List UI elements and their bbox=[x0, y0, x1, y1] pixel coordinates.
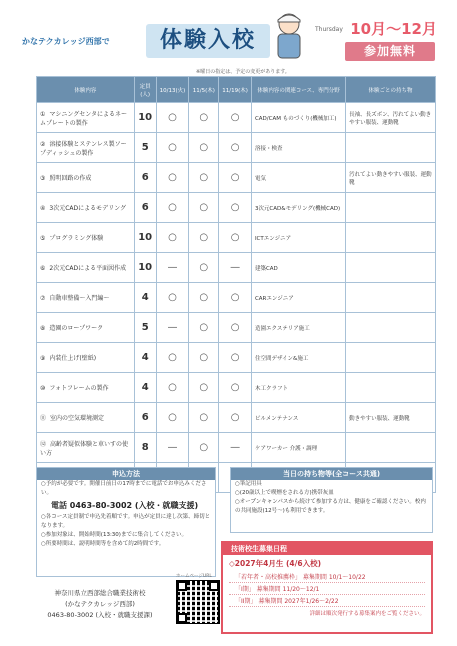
table-row bbox=[37, 193, 436, 223]
program-name: 溶接体験とステンレス製ソープディッシュの製作 bbox=[40, 140, 127, 157]
apply-line: ○予約が必要です。開催日前日の17時までに電話でお申込みください。 bbox=[41, 481, 207, 496]
availability-mark: ○ bbox=[219, 343, 252, 373]
program-cell bbox=[37, 433, 135, 463]
bring-line: ○(20歳以上で喫煙をされる方)携帯灰皿 bbox=[235, 490, 334, 496]
apply-title: 申込方法 bbox=[37, 468, 215, 480]
capacity-cell: 8 bbox=[134, 433, 156, 463]
address bbox=[30, 588, 170, 621]
capacity-cell: 10 bbox=[134, 223, 156, 253]
availability-mark: ○ bbox=[189, 433, 219, 463]
col-date1: 10/13(火) bbox=[156, 77, 189, 103]
recruit-row: 「II期」 募集期間 2027年1/26〜2/22 bbox=[229, 595, 425, 607]
apply-line: ○各コース定員制で申込先着順です。申込が定員に達し次第、締切となります。 bbox=[41, 514, 211, 529]
items-cell bbox=[346, 283, 436, 313]
table-row bbox=[37, 343, 436, 373]
availability-mark: ○ bbox=[156, 193, 189, 223]
col-program: 体験内容 bbox=[37, 77, 135, 103]
program-cell bbox=[37, 193, 135, 223]
field-cell: ケアワーカー 介護・調理 bbox=[251, 433, 345, 463]
field-cell: 建築CAD bbox=[251, 253, 345, 283]
row-number: ③ bbox=[40, 175, 46, 182]
program-cell bbox=[37, 163, 135, 193]
recruit-row: 「若年者・高校推薦枠」 募集期間 10/1〜10/22 bbox=[229, 571, 425, 583]
availability-mark: ○ bbox=[219, 163, 252, 193]
phone-number: 電話 0463-80-3002 (入校・就職支援) bbox=[51, 501, 199, 510]
items-cell: 長袖、長ズボン、汚れてよい動きやすい服装、運動靴 bbox=[346, 103, 436, 133]
row-number: ① bbox=[40, 110, 46, 118]
program-cell bbox=[37, 343, 135, 373]
items-cell bbox=[346, 433, 436, 463]
program-cell bbox=[37, 133, 135, 163]
apply-line: ○所要時間は、説明時間等を含めて約2時間です。 bbox=[41, 541, 165, 547]
capacity-cell: 6 bbox=[134, 403, 156, 433]
table-row bbox=[37, 163, 436, 193]
capacity-cell: 6 bbox=[134, 193, 156, 223]
table-row bbox=[37, 433, 436, 463]
capacity-cell: 5 bbox=[134, 313, 156, 343]
bring-line: ○オープンキャンパスから続けて参加する方は、健康をご確認ください。校内の共同施設(12号〜)も利用できます。 bbox=[235, 499, 426, 514]
availability-mark: — bbox=[156, 433, 189, 463]
capacity-cell: 4 bbox=[134, 283, 156, 313]
items-cell: 汚れてよい動きやすい服装、運動靴 bbox=[346, 163, 436, 193]
recruit-foot: 詳細は順次発行する募集案内をご覧ください。 bbox=[309, 611, 425, 617]
availability-mark: ○ bbox=[156, 103, 189, 133]
header bbox=[0, 0, 457, 66]
availability-mark: ○ bbox=[156, 283, 189, 313]
page-title: 体験入校 bbox=[146, 24, 270, 58]
availability-mark: ○ bbox=[189, 283, 219, 313]
availability-mark: — bbox=[156, 253, 189, 283]
items-cell: 動きやすい服装、運動靴 bbox=[346, 403, 436, 433]
row-number: ④ bbox=[40, 205, 46, 212]
address-line: 神奈川県立西部総合職業技術校 bbox=[54, 589, 146, 597]
hp-label: ホームページURL bbox=[176, 574, 212, 579]
table-row bbox=[37, 403, 436, 433]
col-field: 体験内容の関連コース、専門分野 bbox=[251, 77, 345, 103]
capacity-cell: 4 bbox=[134, 343, 156, 373]
capacity-cell: 5 bbox=[134, 133, 156, 163]
address-line: (かなテクカレッジ西部) bbox=[65, 600, 135, 608]
availability-mark: — bbox=[219, 253, 252, 283]
table-row bbox=[37, 313, 436, 343]
availability-mark: ○ bbox=[219, 373, 252, 403]
qr-corner bbox=[177, 613, 187, 623]
program-cell bbox=[37, 103, 135, 133]
availability-mark: ○ bbox=[189, 313, 219, 343]
availability-mark: — bbox=[156, 313, 189, 343]
availability-mark: ○ bbox=[156, 163, 189, 193]
field-cell: 溶接・検査 bbox=[251, 133, 345, 163]
col-date2: 11/5(木) bbox=[189, 77, 219, 103]
qr-corner bbox=[209, 581, 219, 591]
bring-title: 当日の持ち物等(全コース共通) bbox=[231, 468, 432, 480]
availability-mark: ○ bbox=[189, 253, 219, 283]
field-cell: CAD/CAM ものづくり(機械加工) bbox=[251, 103, 345, 133]
availability-mark: ○ bbox=[219, 193, 252, 223]
availability-mark: ○ bbox=[156, 403, 189, 433]
program-cell bbox=[37, 373, 135, 403]
availability-mark: ○ bbox=[156, 223, 189, 253]
row-number: ⑧ bbox=[40, 325, 46, 332]
availability-mark: ○ bbox=[189, 403, 219, 433]
row-number: ⑥ bbox=[40, 265, 46, 272]
program-cell bbox=[37, 253, 135, 283]
items-cell bbox=[346, 313, 436, 343]
program-table bbox=[36, 76, 436, 493]
table-row bbox=[37, 283, 436, 313]
table-row bbox=[37, 373, 436, 403]
availability-mark: ○ bbox=[156, 133, 189, 163]
program-name: 自動車整備〜入門編〜 bbox=[49, 295, 110, 302]
program-name: 内装仕上げ(壁紙) bbox=[49, 355, 97, 362]
items-cell bbox=[346, 253, 436, 283]
program-name: 高齢者疑似体験と車いすの使い方 bbox=[40, 440, 129, 457]
field-cell: ICTエンジニア bbox=[251, 223, 345, 253]
qr-corner bbox=[177, 581, 187, 591]
table-row bbox=[37, 253, 436, 283]
availability-mark: — bbox=[219, 433, 252, 463]
program-cell bbox=[37, 403, 135, 433]
row-number: ⑨ bbox=[40, 355, 46, 362]
availability-mark: ○ bbox=[189, 133, 219, 163]
dates-range: 10月〜12月 bbox=[350, 20, 437, 38]
note-text: ※曜日の指定は、予定の変更があります。 bbox=[196, 69, 290, 75]
capacity-cell: 4 bbox=[134, 373, 156, 403]
row-number: ⑤ bbox=[40, 235, 46, 242]
items-cell bbox=[346, 193, 436, 223]
recruit-headline: ◇2027年4月生 (4/6入校) bbox=[229, 559, 322, 568]
table-header bbox=[37, 77, 436, 103]
date-prefix: Thursday bbox=[315, 26, 343, 33]
program-name: マシニングセンタによるネームプレートの製作 bbox=[40, 110, 128, 127]
school-name: かなテクカレッジ西部で bbox=[22, 37, 110, 46]
row-number: ⑩ bbox=[40, 385, 46, 392]
availability-mark: ○ bbox=[219, 223, 252, 253]
field-cell: 木工クラフト bbox=[251, 373, 345, 403]
availability-mark: ○ bbox=[219, 133, 252, 163]
availability-mark: ○ bbox=[219, 103, 252, 133]
program-cell bbox=[37, 283, 135, 313]
program-name: 2次元CADによる平面図作成 bbox=[49, 265, 127, 272]
recruit-title: 技術校生募集日程 bbox=[223, 543, 431, 555]
program-cell bbox=[37, 223, 135, 253]
bring-line: ○筆記用具 bbox=[235, 481, 262, 487]
program-name: 室内の空気環境測定 bbox=[50, 415, 105, 422]
mascot-icon bbox=[272, 10, 306, 62]
program-name: 照明回路の作成 bbox=[49, 175, 92, 182]
row-number: ⑦ bbox=[40, 295, 46, 302]
col-capacity: 定員(人) bbox=[134, 77, 156, 103]
items-cell bbox=[346, 373, 436, 403]
availability-mark: ○ bbox=[219, 283, 252, 313]
row-number: ② bbox=[40, 140, 46, 148]
apply-box bbox=[36, 467, 216, 577]
recruit-box bbox=[221, 541, 433, 634]
apply-line: ○参加対象は、開始時間(13:30)までに集合してください。 bbox=[41, 532, 187, 538]
capacity-cell: 10 bbox=[134, 253, 156, 283]
availability-mark: ○ bbox=[189, 193, 219, 223]
field-cell: 3次元CAD&モデリング(機械CAD) bbox=[251, 193, 345, 223]
col-items: 体験ごとの持ち物 bbox=[346, 77, 436, 103]
program-name: フォトフレームの製作 bbox=[49, 385, 109, 392]
table-row bbox=[37, 223, 436, 253]
availability-mark: ○ bbox=[189, 343, 219, 373]
table-row bbox=[37, 103, 436, 133]
field-cell: ビルメンテナンス bbox=[251, 403, 345, 433]
capacity-cell: 10 bbox=[134, 103, 156, 133]
address-line: 0463-80-3002 (入校・就職支援課) bbox=[47, 611, 153, 619]
items-cell bbox=[346, 343, 436, 373]
availability-mark: ○ bbox=[189, 163, 219, 193]
program-cell bbox=[37, 313, 135, 343]
field-cell: CARエンジニア bbox=[251, 283, 345, 313]
col-date3: 11/19(木) bbox=[219, 77, 252, 103]
items-cell bbox=[346, 223, 436, 253]
items-cell bbox=[346, 133, 436, 163]
availability-mark: ○ bbox=[156, 343, 189, 373]
row-number: ⑫ bbox=[40, 440, 47, 448]
field-cell: 住空間デザイン&施工 bbox=[251, 343, 345, 373]
availability-mark: ○ bbox=[189, 223, 219, 253]
availability-mark: ○ bbox=[219, 313, 252, 343]
capacity-cell: 6 bbox=[134, 163, 156, 193]
bring-box bbox=[230, 467, 433, 533]
free-badge: 参加無料 bbox=[345, 42, 435, 61]
program-name: 造園のロープワーク bbox=[49, 325, 104, 332]
row-number: ⑪ bbox=[40, 415, 47, 422]
table-row bbox=[37, 133, 436, 163]
program-name: プログラミング体験 bbox=[49, 235, 104, 242]
recruit-row: 「I期」 募集期間 11/20〜12/1 bbox=[229, 583, 425, 595]
field-cell: 電気 bbox=[251, 163, 345, 193]
availability-mark: ○ bbox=[189, 373, 219, 403]
availability-mark: ○ bbox=[156, 373, 189, 403]
availability-mark: ○ bbox=[219, 403, 252, 433]
field-cell: 造園エクステリア施工 bbox=[251, 313, 345, 343]
program-name: 3次元CADによるモデリング bbox=[49, 205, 127, 212]
availability-mark: ○ bbox=[189, 103, 219, 133]
